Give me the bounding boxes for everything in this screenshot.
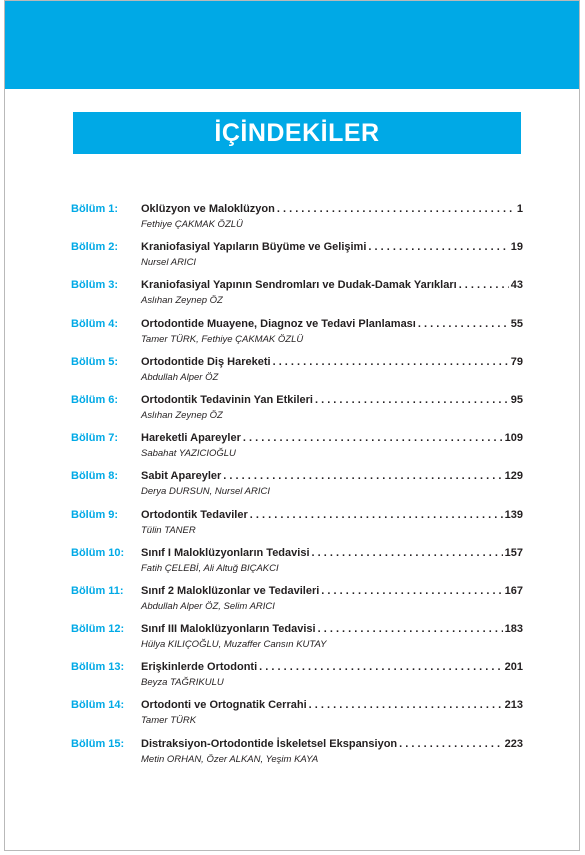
chapter-title[interactable]: Sabit Apareyler [141, 470, 222, 483]
dot-leader [368, 241, 508, 253]
toc-entry[interactable] [71, 239, 523, 277]
chapter-title[interactable]: Kraniofasiyal Yapının Sendromları ve Dudak-Damak Yarıkları [141, 279, 457, 292]
chapter-label: Bölüm 1: [71, 203, 119, 215]
chapter-title[interactable]: Ortodonti ve Ortognatik Cerrahi [141, 699, 307, 712]
toc-entry[interactable] [71, 316, 523, 354]
page-number[interactable]: 109 [504, 432, 523, 445]
page-number[interactable]: 43 [510, 279, 523, 292]
toc-entry[interactable] [71, 354, 523, 392]
title-banner [73, 112, 521, 154]
chapter-title[interactable]: Hareketli Apareyler [141, 432, 241, 445]
toc-line [141, 699, 523, 711]
toc-line [141, 738, 523, 750]
dot-leader [277, 203, 515, 215]
toc-line [141, 509, 523, 521]
chapter-authors: Fethiye ÇAKMAK ÖZLÜ [141, 219, 243, 230]
dot-leader [399, 738, 503, 750]
dot-leader [259, 661, 503, 673]
chapter-authors: Aslıhan Zeynep ÖZ [141, 295, 223, 307]
chapter-label: Bölüm 10: [71, 546, 125, 559]
page-number[interactable]: 183 [504, 623, 523, 636]
chapter-title[interactable]: Ortodontide Muayene, Diagnoz ve Tedavi Planlaması [141, 317, 416, 330]
chapter-authors: Tülin TANER [141, 524, 196, 536]
chapter-label: Bölüm 4: [71, 317, 119, 330]
chapter-authors: Tamer TÜRK, Fethiye ÇAKMAK ÖZLÜ [141, 333, 304, 345]
chapter-authors: Tamer TÜRK [141, 715, 197, 727]
chapter-label: Bölüm 6: [71, 393, 119, 406]
chapter-authors: Abdullah Alper ÖZ, Selim ARICI [141, 600, 275, 612]
chapter-authors: Hülya KILIÇOĞLU, Muzaffer Cansın KUTAY [141, 639, 327, 651]
chapter-title[interactable]: Sınıf III Maloklüzyonların Tedavisi [141, 623, 316, 636]
chapter-authors: Aslıhan Zeynep ÖZ [141, 409, 223, 421]
toc-entry[interactable] [71, 621, 523, 659]
chapter-title[interactable]: Distraksiyon-Ortodontide İskeletsel Ekspansiyon [141, 737, 398, 750]
dot-leader [273, 356, 509, 368]
chapter-title[interactable]: Sınıf I Maloklüzyonların Tedavisi [141, 546, 310, 559]
chapter-authors: Derya DURSUN, Nursel ARICI [141, 486, 270, 498]
chapter-label: Bölüm 12: [71, 623, 125, 636]
page-number[interactable]: 1 [516, 203, 523, 215]
chapter-label: Bölüm 2: [71, 241, 119, 254]
dot-leader [318, 623, 503, 635]
chapter-title[interactable]: Ortodontide Diş Hareketi [141, 355, 271, 368]
toc-entry[interactable] [71, 507, 523, 545]
chapter-label: Bölüm 14: [71, 699, 125, 712]
dot-leader [459, 279, 509, 291]
toc-line [141, 356, 523, 368]
toc-entry[interactable] [71, 736, 523, 774]
toc-entry[interactable] [71, 545, 523, 583]
toc-entry[interactable] [71, 392, 523, 430]
chapter-label: Bölüm 5: [71, 355, 119, 368]
toc-line [141, 203, 523, 215]
chapter-label: Bölüm 7: [71, 432, 119, 445]
chapter-title[interactable]: Ortodontik Tedaviler [141, 508, 248, 521]
dot-leader [315, 394, 509, 406]
toc-line [141, 318, 523, 330]
page-number[interactable]: 79 [510, 355, 523, 368]
chapter-authors: Sabahat YAZICIOĞLU [141, 448, 236, 460]
toc-line [141, 547, 523, 559]
dot-leader [243, 432, 503, 444]
dot-leader [418, 318, 509, 330]
chapter-authors: Nursel ARICI [141, 257, 197, 269]
chapter-label: Bölüm 8: [71, 470, 119, 483]
toc-line [141, 661, 523, 673]
page-number[interactable]: 19 [510, 241, 523, 254]
page-number[interactable]: 55 [510, 317, 523, 330]
page-number[interactable]: 223 [504, 737, 523, 750]
toc-line [141, 585, 523, 597]
chapter-authors: Fatih ÇELEBİ, Ali Altuğ BIÇAKCI [141, 562, 279, 574]
dot-leader [312, 547, 503, 559]
dot-leader [250, 509, 503, 521]
toc-line [141, 394, 523, 406]
toc-line [141, 279, 523, 291]
dot-leader [309, 699, 503, 711]
toc-entry[interactable] [71, 659, 523, 697]
dot-leader [223, 470, 502, 482]
toc-entry[interactable] [71, 430, 523, 468]
chapter-label: Bölüm 11: [71, 584, 124, 597]
chapter-title[interactable]: Oklüzyon ve Maloklüzyon [141, 203, 275, 215]
document-page [4, 0, 580, 851]
toc-line [141, 432, 523, 444]
chapter-title[interactable]: Erişkinlerde Ortodonti [141, 661, 258, 674]
toc-entry[interactable] [71, 201, 523, 239]
table-of-contents [71, 201, 523, 774]
page-number[interactable]: 213 [504, 699, 523, 712]
page-number[interactable]: 95 [510, 393, 523, 406]
toc-line [141, 241, 523, 253]
chapter-label: Bölüm 15: [71, 737, 125, 750]
page-number[interactable]: 201 [504, 661, 523, 674]
page-title: İÇİNDEKİLER [214, 118, 380, 147]
page-number[interactable]: 157 [504, 546, 523, 559]
chapter-title[interactable]: Kraniofasiyal Yapıların Büyüme ve Gelişimi [141, 241, 367, 254]
chapter-label: Bölüm 9: [71, 508, 119, 521]
toc-line [141, 470, 523, 482]
chapter-label: Bölüm 3: [71, 279, 119, 292]
page-number[interactable]: 139 [504, 508, 523, 521]
chapter-label: Bölüm 13: [71, 661, 125, 674]
dot-leader [321, 585, 502, 597]
chapter-title[interactable]: Ortodontik Tedavinin Yan Etkileri [141, 393, 313, 406]
chapter-authors: Beyza TAĞRIKULU [141, 677, 224, 689]
page-number[interactable]: 129 [504, 470, 523, 483]
toc-line [141, 623, 523, 635]
toc-entry[interactable] [71, 468, 523, 506]
toc-entry[interactable] [71, 583, 523, 621]
toc-entry[interactable] [71, 277, 523, 315]
chapter-authors: Metin ORHAN, Özer ALKAN, Yeşim KAYA [141, 753, 319, 765]
chapter-title[interactable]: Sınıf 2 Maloklüzonlar ve Tedavileri [141, 584, 320, 597]
chapter-authors: Abdullah Alper ÖZ [141, 371, 219, 383]
toc-entry[interactable] [71, 697, 523, 735]
header-band [5, 1, 579, 89]
page-number[interactable]: 167 [504, 584, 523, 597]
